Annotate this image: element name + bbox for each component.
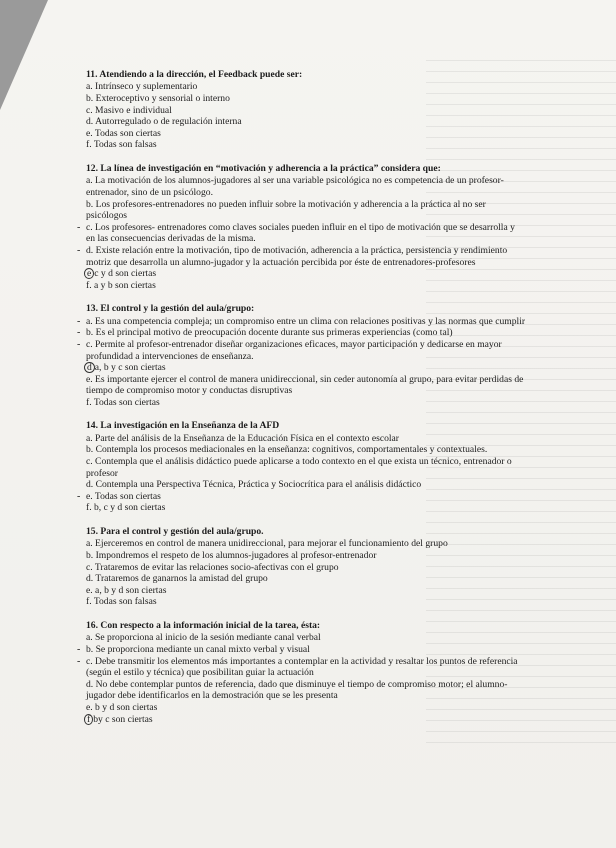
pen-mark: - (77, 221, 81, 233)
option-line (86, 374, 526, 397)
option-line (86, 105, 526, 117)
option-text: e. Es importante ejercer el control de manera unidireccional, sin ceder autonomía al grupo, para evitar perdidas de tiempo de compromiso motor y conductas disruptivas (86, 373, 524, 397)
option-text: f. b, c y d son ciertas (86, 502, 166, 514)
option-text: b. Exteroceptivo y sensorial o interno (86, 93, 230, 104)
option-text: f. Todas son ciertas (86, 396, 160, 408)
option-text: d. Existe relación entre la motivación, tipo de motivación, adherencia a la práctica, persistencia y rendimiento motriz que desarrolla un alumno-jugador y la actuación percibida por éste de entrenadores-profesores (86, 244, 508, 268)
option-line-selected (86, 362, 526, 374)
option-line (86, 444, 526, 456)
question-title: 11. Atendiendo a la dirección, el Feedback puede ser: (86, 69, 303, 80)
pen-mark: - (77, 315, 81, 327)
option-line (86, 562, 526, 574)
option-text: a. Ejerceremos en control de manera unidireccional, para mejorar el funcionamiento del grupo (86, 538, 448, 550)
option-line-selected (86, 714, 526, 726)
option-line (86, 538, 526, 550)
option-text: a. Intrínseco y suplementario (86, 81, 198, 93)
option-line (86, 456, 526, 479)
option-text: a. Se proporciona al inicio de la sesión mediante canal verbal (86, 632, 321, 644)
option-line (86, 679, 526, 702)
pen-mark: - (77, 244, 81, 256)
option-text: a. Parte del análisis de la Enseñanza de la Educación Física en el contexto escolar (86, 432, 400, 444)
option-line (77, 644, 526, 656)
option-line (77, 315, 526, 328)
circled-answer-letter: f (84, 714, 93, 725)
option-text: c. Masivo e individual (86, 104, 172, 116)
option-line (86, 116, 526, 128)
option-line (77, 655, 526, 679)
option-line (86, 81, 526, 93)
option-text: f. Todas son falsas (86, 596, 157, 608)
question-block (77, 620, 526, 725)
pen-mark: - (77, 644, 81, 655)
option-text: c. Los profesores- entrenadores como claves sociales pueden influir en el tipo de motivación que se desarrolla y en las consecuencias derivadas de la misma. (86, 221, 515, 245)
question-block (86, 526, 526, 608)
option-text: b. Contempla los procesos mediacionales en la enseñanza: cognitivos, comportamentales y contextuales. (86, 444, 488, 456)
option-line (86, 702, 526, 714)
option-line (86, 550, 526, 562)
option-line (77, 327, 526, 339)
option-line (86, 596, 526, 608)
option-text: c. Trataremos de evitar las relaciones socio-afectivas con el grupo (86, 561, 339, 573)
question-block (77, 162, 526, 291)
pen-mark: - (77, 338, 81, 350)
option-line (86, 128, 526, 140)
option-text: b. Es el principal motivo de preocupación docente durante sus primeras experiencias (como tal) (86, 327, 453, 339)
option-line (86, 573, 526, 585)
option-text: b. Los profesores-entrenadores no pueden influir sobre la motivación y adherencia a la práctica al no ser psicólogos (86, 198, 486, 222)
option-text: d. No debe contemplar puntos de referencia, dado que disminuye el tiempo de compromiso motor; el alumno-jugador debe identificarlos en la demostración que se les presenta (86, 678, 508, 702)
option-text: b. Impondremos el respeto de los alumnos-jugadores al profesor-entrenador (86, 550, 377, 562)
question-block (77, 303, 526, 408)
option-line (86, 280, 526, 292)
option-text: f. a y b son ciertas (86, 279, 156, 291)
option-text: e. Todas son ciertas (86, 490, 161, 502)
option-text: c. Contempla que el análisis didáctico puede aplicarse a todo contexto en el que exista un técnico, entrenador o profesor (86, 456, 512, 479)
option-text: a. Es una competencia compleja; un compromiso entre un clima con relaciones positivas y las normas que cumplir (86, 315, 526, 327)
option-text: e. b y d son ciertas (86, 701, 158, 713)
question-title: 13. El control y la gestión del aula/grupo: (86, 303, 255, 315)
option-line (86, 139, 526, 151)
question-list (77, 69, 526, 737)
question-block (86, 69, 526, 151)
pen-mark: - (77, 327, 81, 339)
option-text: c. Permite al profesor-entrenador diseñar organizaciones eficaces, mayor participación y dedicarse en mayor profundidad a intervenciones de enseñanza. (86, 338, 502, 362)
option-text: a. La motivación de los alumnos-jugadores al ser una variable psicológica no es competencia de un profesor- entrenador, sino de un psicólogo. (86, 175, 504, 198)
option-line (86, 502, 526, 514)
option-line (86, 585, 526, 597)
question-title: 15. Para el control y gestión del aula/grupo. (86, 526, 264, 538)
option-text: c. Debe transmitir los elementos más importantes a contemplar en la actividad y resaltar los puntos de referencia (según el estilo y técnica) que posibilitan guiar la actuación (86, 655, 518, 679)
option-line (86, 479, 526, 491)
option-text: a, b y c son ciertas (94, 362, 166, 374)
pen-mark: - (77, 655, 81, 667)
question-title: 16. Con respecto a la información inicial de la tarea, ésta: (86, 620, 321, 631)
option-line (86, 199, 526, 222)
option-text: c y d son ciertas (94, 268, 157, 280)
option-line (77, 338, 526, 362)
option-line (86, 397, 526, 409)
option-line (86, 175, 526, 198)
option-line (77, 490, 526, 503)
option-text: d. Contempla una Perspectiva Técnica, Práctica y Sociocrítica para el análisis didáctico (86, 479, 422, 491)
option-text: d. Trataremos de ganarnos la amistad del grupo (86, 573, 268, 585)
question-block (77, 420, 526, 514)
option-line (86, 433, 526, 445)
option-text: e. a, b y d son ciertas (86, 584, 167, 596)
option-line-selected (86, 268, 526, 280)
circled-answer-letter: d (84, 362, 95, 373)
option-text: by c son ciertas (93, 713, 153, 725)
option-text: e. Todas son ciertas (86, 127, 161, 139)
option-line (77, 221, 526, 245)
pen-mark: - (77, 490, 81, 502)
option-text: b. Se proporciona mediante un canal mixto verbal y visual (86, 644, 310, 655)
question-title: 14. La investigación en la Enseñanza de la AFD (86, 420, 280, 432)
option-line (86, 93, 526, 105)
option-text: f. Todas son falsas (86, 139, 157, 151)
circled-answer-letter: e (84, 268, 94, 279)
option-line (77, 244, 526, 268)
option-text: d. Autorregulado o de regulación interna (86, 116, 242, 128)
option-line (86, 632, 526, 644)
folded-corner (0, 0, 48, 110)
question-title: 12. La línea de investigación en “motivación y adherencia a la práctica” considera que: (86, 162, 441, 174)
